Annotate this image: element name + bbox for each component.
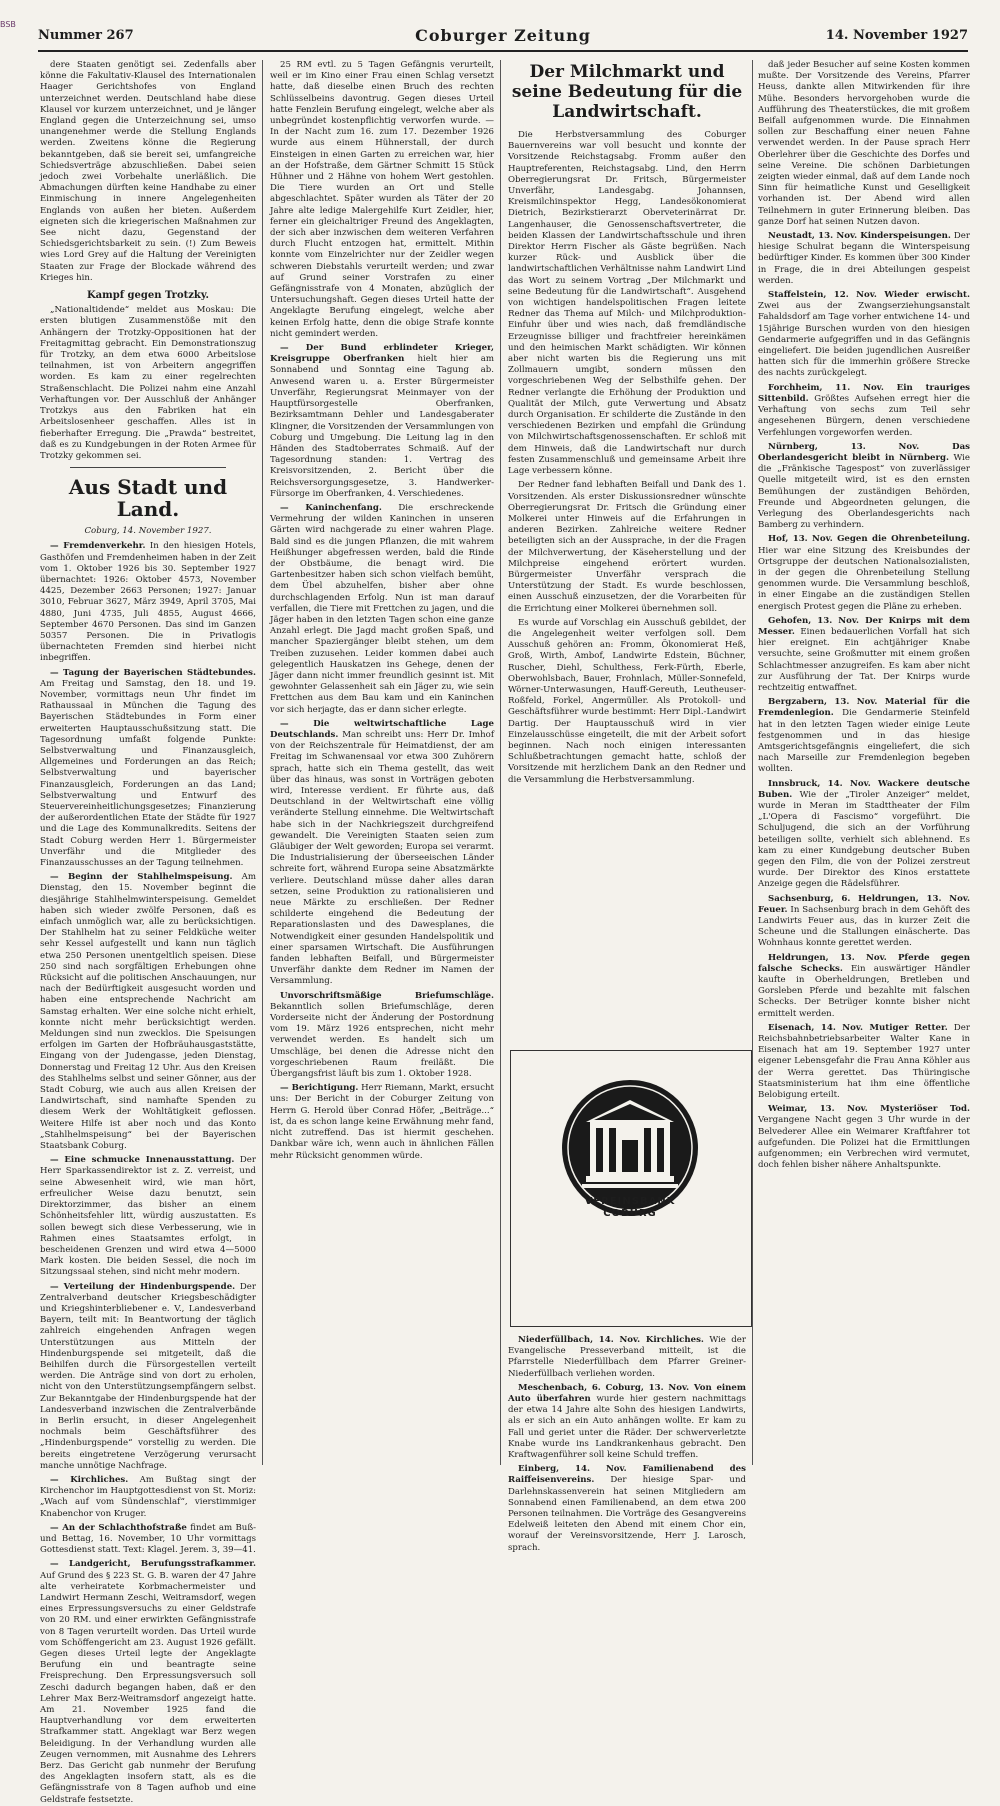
article-text: Der Herr Sparkassendirektor ist z. Z. verreist, und seine Abwesenheit wird, wie man hört, erfreulicher Weise dazu benutzt, sein Direktorzimmer, das bisher an einem Schönheitsfehler litt, würdig auszustatten. Es sollen bewegt sich diese Verbesserung, wie in Rahmen eines Staatsamtes erfolgt, in bescheidenen Grenzen und wird etwa 4—5000 Mark kosten. Die beiden Sessel, die noch im Sitzungssaal stehen, sind nicht mehr modern. [40,1155,256,1278]
headline: Der Milchmarkt und seine Bedeutung für die Landwirtschaft. [511,62,743,122]
paragraph: Der Redner fand lebhaften Beifall und Dank des 1. Vorsitzenden. Als erster Diskussionsredner wünschte Oberregierungsrat Dr. Fritsch die Gründung einer Molkerei unter Hinweis auf die Erfahrungen in anderen Bezirken. Zahlreiche weitere Redner beteiligten sich an der Aussprache, in der die Fragen der Milchverwertung, der Käseherstellung und der Milchpreise eingehend erörtert wurden. Bürgermeister Unverfähr versprach die Unterstützung der Stadt. Es wurde beschlossen, einen Ausschuß einzusetzen, der die Vorarbeiten für die Errichtung einer Molkerei übernehmen soll. [508,480,746,614]
article-title: Eisenach, 14. Nov. Mutiger Retter. [768,1022,948,1033]
article-text: Bekanntlich sollen Briefumschläge, deren Vorderseite nicht der Änderung der Postordnung vom 19. März 1926 entsprechen, nicht mehr verwendet werden. Es handelt sich um Umschläge, bei denen die Adresse nicht den vorgeschriebenen Raum freiläßt. Die Übergangsfrist läuft bis zum 1. Oktober 1928. [270,1001,494,1080]
paragraph: dere Staaten genötigt sei. Zedenfalls aber könne die Fakultativ-Klausel des Internationalen Haager Gerichtshofes von England unterzeichnet werden. Deutschland habe diese Klausel vor kurzem unterzeichnet, und je länger England gegen die Unterzeichnung sei, umso unangenehmer werde die Stellung Englands werden. Zweitens könne die Regierung bekanntgeben, daß sie bereit sei, umfangreiche Schiedsverträge abzuschließen. Dabei seien jedoch zwei Vorbehalte unerläßlich. Die Abmachungen dürften keine Handhabe zu einer Einmischung in innere Angelegenheiten Englands von außen her bieten. Außerdem eigneten sich die kriegerischen Maßnahmen zur See nicht dazu, Gegenstand der Schiedsgerichtsbarkeit zu sein. (!) Zum Beweis wies Lord Grey auf die Haltung der Vereinigten Staaten zur Frage der Blockade während des Krieges hin. [40,60,256,283]
paragraph: 25 RM evtl. zu 5 Tagen Gefängnis verurteilt, weil er im Kino einer Frau einen Schlag versetzt hatte, daß dieselbe einen Bruch des rechten Schlüsselbeins davontrug. Gegen dieses Urteil hatte Fenzlein Berufung eingelegt, welche aber als unbegründet kostenpflichtig verworfen wurde. — In der Nacht zum 16. zum 17. Dezember 1926 wurde aus einem Hühnerstall, der durch Einsteigen in einen Garten zu erreichen war, hier an der Hofstraße, dem Gärtner Schmitt 15 Stück Hühner und 2 Hähne von hohem Wert gestohlen. Die Tiere wurden an Ort und Stelle abgeschlachtet. Später wurden als Täter der 20 Jahre alte ledige Malergehilfe Kurt Zeidler, hier, ferner ein gleichaltriger Freund des Angeklagten, der sich aber inzwischen dem weiteren Verfahren durch Flucht entzogen hat, ermittelt. Mithin konnte vom Einzelrichter nur der Zeidler wegen schweren Diebstahls verurteilt werden; und zwar auf Grund seiner Vorstrafen zu einer Gefängnisstrafe von 4 Monaten, abzüglich der Untersuchungshaft. Gegen dieses Urteil hatte der Angeklagte Berufung eingelegt, welche aber keinen Erfolg hatte, denn die obige Strafe konnte nicht gemindert werden. [270,60,494,339]
margin-mark: BSB [0,20,16,29]
article-title: Hof, 13. Nov. Gegen die Ohrenbeteilung. [768,534,970,545]
article-text: Der hiesige Spar- und Darlehnskassenverein hat seinen Mitgliedern am Sonnabend einen Familienabend, an dem etwa 200 Personen teilnahmen. Die Vorträge des Gesangvereins Edelweiß leiteten den Abend mit einem Chor ein, worauf der Vereinsvorsitzende, Herr J. Larosch, sprach. [508,1475,746,1553]
column-3-upper [508,60,746,1040]
article-text: Vergangene Nacht gegen 3 Uhr wurde in der Belvederer Allee ein Weimarer Kraftfahrer tot aufgefunden. Die Polizei hat die Ermittlungen aufgenommen; ein Verbrechen wird vermutet, doch fehlen bisher nähere Anhaltspunkte. [758,1115,970,1171]
article-text: In Sachsenburg brach in dem Gehöft des Landwirts Feuer aus, das in kurzer Zeit die Scheune und die Stallungen einäscherte. Das Wohnhaus konnte gerettet werden. [758,904,970,949]
article-title: Forchheim, 11. Nov. Ein trauriges Sittenbild. [758,382,970,404]
article-title: — Eine schmucke Innenausstattung. [50,1155,235,1166]
bank-name: VEREINSBANK [584,1196,676,1207]
article-title: Neustadt, 13. Nov. Kinderspeisungen. [768,231,951,242]
article-text: Hier war eine Sitzung des Kreisbundes der Ortsgruppe der deutschen Nationalsozialisten, in der gegen die Ohrenbeteilung Stellung genommen wurde. Die Versammlung beschloß, in einer Eingabe an die zuständigen Stellen energisch Protest gegen die Pläne zu erheben. [758,545,970,612]
article-title: — Die weltwirtschaftliche Lage Deutschlands. [270,718,494,740]
paragraph: Es wurde auf Vorschlag ein Ausschuß gebildet, der die Angelegenheit weiter verfolgen soll. Dem Ausschuß gehören an: Fromm, Ökonomierat Heß, Groß, Wirth, Ambof, Landwirte Edstein, Büchner, Ruscher, Diehl, Schulthess, Ferk-Fürth, Eberle, Oberwohlsbach, Bauer, Frohnlach, Müller-Sonnefeld, Wörner-Unterwasungen, Hauff-Gereuth, Leutheuser-Roßfeld, Forkel, Angermüller. Als Protokoll- und Geschäftsführer wurde bestimmt: Herr Dipl.-Landwirt Dartig. Der Hauptausschuß wird in vier Einzelausschüsse eingeteilt, die mit der Arbeit sofort beginnen. Nach noch einigen interessanten Schlußbetrachtungen gemacht hatte, schloß der Vorsitzende mit herzlichem Dank an den Redner und die Versammlung die Herbstversammlung. [508,617,746,785]
article-title: Meschenbach, 6. Coburg, 13. Nov. Von einem Auto überfahren [508,1382,746,1405]
article-title: — Kirchliches. [50,1474,129,1485]
article-title: Innsbruck, 14. Nov. Wackere deutsche Buben. [758,778,970,800]
article-title: Heldrungen, 13. Nov. Pferde gegen falsche Schecks. [758,952,970,974]
article-title: — Beginn der Stahlhelmspeisung. [50,872,233,883]
dateline: Coburg, 14. November 1927. [84,526,212,537]
article-text: Am Dienstag, den 15. November beginnt die diesjährige Stahlhelmwinterspeisung. Gemeldet haben sich wieder zwölfe Personen, daß es einfach unmöglich war, alle zu berücksichtigen. Der Stahlhelm hat zu seiner Feldküche weiter sehr Kessel aufgestellt und kann nun täglich etwa 250 Personen unentgeltlich speisen. Diese 250 sind nach sorgfältigen Erhebungen ohne Rücksicht auf die politischen Anschauungen, nur nach der Bedürftigkeit ausgesucht worden und haben eine entsprechende Nachricht am Samstag erhalten. Wer eine solche nicht erhielt, konnte nicht mehr berücksichtigt werden. Meldungen sind nun zwecklos. Die Speisungen erfolgen im Garten der Hofbräuhausgaststätte, Eingang von der Judengasse, jeden Dienstag, Donnerstag und Freitag 12 Uhr. Aus den Kreisen des Stahlhelms selbst und seiner Gönner, aus der Stadt Coburg, wie auch aus allen Kreisen der Landwirtschaft, sind namhafte Spenden zu diesem Werk der Wohltätigkeit geflossen. Weitere Hilfe ist aber noch und das Konto „Stahlhelmspeisung“ bei der Bayerischen Staatsbank Coburg. [40,872,257,1152]
separator [70,467,226,468]
bank-city: COBURG [603,1208,657,1219]
article-text: Die Gendarmerie Steinfeld hat in den letzten Tagen wieder einige Leute festgenommen und in das hiesige Amtsgerichtsgefängnis eingeliefert, die sich nach Marseille zur Fremdenlegion begeben wollten. [758,708,971,775]
section-heading: Kampf gegen Trotzky. [86,290,209,302]
article-text: Der Reichsbahnbetriebsarbeiter Walter Kane in Eisenach hat am 19. September 1927 unter eigener Lebensgefahr die Frau Anna Köhler aus der Werra gerettet. Das Thüringische Staatsministerium hat ihm eine öffentliche Belobigung erteilt. [758,1022,971,1101]
article-text: Ein auswärtiger Händler kaufte in Oberheldrungen, Bretleben und Gorsleben Pferde und bezahlte mit falschen Schecks. Der Betrüger konnte bisher nicht ermittelt werden. [758,963,971,1019]
article-text: In den hiesigen Hotels, Gasthöfen und Fremdenheimen haben in der Zeit vom 1. Oktober 1926 bis 30. September 1927 übernachtet: 1926: Oktober 4573, November 4425, Dezember 2663 Personen; 1927: Januar 3010, Februar 3627, März 3949, April 3705, Mai 4880, Juni 4735, Juli 4855, August 4666, September 4670 Personen. Das sind im Ganzen 50357 Personen. Die in Privatlogis übernachteten Fremden sind hierbei nicht inbegriffen. [40,541,256,664]
article-title: — Berichtigung. [280,1083,359,1094]
section-title: Aus Stadt und Land. [68,475,228,522]
article-text: Wie der Evangelische Presseverband mitteilt, ist die Pfarrstelle Niederfüllbach dem Pfarrer Greiner-Niederfüllbach verliehen worden. [508,1335,746,1379]
article-title: Bergzabern, 13. Nov. Material für die Fremdenlegion. [758,697,970,719]
article-text: Die erschreckende Vermehrung der wilden Kaninchen in unseren Gärten wird nachgerade zu einer wahren Plage. Bald sind es die jungen Pflanzen, die mit wahrem Heißhunger abgefressen werden, bald die Rinde der Obstbäume, die benagt wird. Die Gartenbesitzer haben sich schon vielfach bemüht, dem Übel abzuhelfen, bisher aber ohne durchschlagenden Erfolg. Nun ist man darauf verfallen, die Tiere mit Frettchen zu jagen, und die Jäger haben in den letzten Tagen schon eine ganze Anzahl erlegt. Die Jagd macht großen Spaß, und mancher Spaziergänger bleibt stehen, um dem Treiben zuzusehen. Leider kommen dabei auch gelegentlich Hauskatzen ins Gehege, denen der Jäger dann nicht immer freundlich gesinnt ist. Mit gewohnter Gelassenheit sah ein Jäger zu, wie sein Frettchen aus dem Bau kam und ein Kaninchen vor sich herjagte, das er dann sicher erlegte. [270,502,494,715]
column-4 [758,60,970,1465]
article-title: Weimar, 13. Nov. Mysteriöser Tod. [768,1104,970,1115]
article-text: Auf Grund des § 223 St. G. B. waren der 47 Jahre alte verheiratete Korbmachermeister und Landwirt Hermann Zeschi, Weitramsdorf, wegen eines Erpressungsversuchs zu einer Geldstrafe von 20 RM. und einer erwirkten Gefängnisstrafe von 8 Tagen verurteilt worden. Das Urteil wurde vom Schöffengericht am 23. August 1926 gefällt. Gegen dieses Urteil legte der Angeklagte Berufung ein und beantragte seine Freisprechung. Den Erpressungsversuch soll Zeschi dadurch begangen haben, daß er den Lehrer Max Berz-Weitramsdorf angezeigt hatte. Am 21. November 1925 fand die Hauptverhandlung vor dem erweiterten Strafkammer statt. Angeklagt war Berz wegen Beleidigung. In der Verhandlung wurden alle Zeugen vernommen, mit Ausnahme des Lehrers Berz. Das Gericht gab nunmehr der Berufung des Angeklagten insofern statt, als es die Gefängnisstrafe von 8 Tagen aufhob und eine Geldstrafe festsetzte. [40,1570,256,1805]
column-divider [752,60,753,1465]
article-title: Unvorschriftsmäßige Briefumschläge. [280,990,494,1001]
article-text: hielt hier am Sonnabend und Sonntag eine Tagung ab. Anwesend waren u. a. Erster Bürgermeister Unverfähr, Regierungsrat Meinmayer von der Hauptfürsorgestelle Oberfranken, Bezirksamtmann Dehler und Landesgaberater Klingner, die Vorsitzenden der Versammlungen von Coburg und Umgebung. Die Leitung lag in den Händen des Stadtoberrates Schmaiß. Auf der Tagesordnung standen: 1. Vertrag des Kreisvorsitzenden, 2. Bericht über die Reichsversorgungsgesetze, 3. Handwerker-Fürsorge im Oberfranken, 4. Verschiedenes. [270,354,494,499]
article-title: Gehofen, 13. Nov. Der Knirps mit dem Messer. [758,615,970,637]
paragraph: „Nationaltidende“ meldet aus Moskau: Die ersten blutigen Zusammenstöße mit den Anhängern der Trotzky-Oppositionen hat der Freitagmittag gebracht. Ein Demonstrationszug für Trotzky, an dem etwa 6000 Arbeitslose teilnahmen, ist von Arbeitern angegriffen worden. Es kam zu einer regelrechten Straßenschlacht. Die Polizei nahm eine Anzahl Verhaftungen vor. Der Ausschluß der Anhänger Trotzkys aus den Fabriken hat ein Arbeitslosenheer geschaffen. Alles ist in fieberhafter Erregung. Die „Prawda“ bestreitet, daß es zu Kundgebungen in der Roten Armee für Trotzky gekommen sei. [40,305,256,461]
article-title: — Tagung der Bayerischen Städtebundes. [50,667,256,678]
article-text: Herr Riemann, Markt, ersucht uns: Der Bericht in der Coburger Zeitung von Herrn G. Herold über Conrad Höfer, „Beiträge...“ ist, da es schon lange keine Erwähnung mehr fand, nicht zutreffend. Das ist hiermit geschehen. Dankbar wäre ich, wenn auch in ähnlichen Fällen mehr Rücksicht genommen würde. [270,1083,495,1161]
article-text: Größtes Aufsehen erregt hier die Verhaftung von sechs zum Teil sehr angesehenen Bürgern, denen verschiedene Verfehlungen vorgeworfen werden. [758,393,971,438]
article-title: Sachsenburg, 6. Heldrungen, 13. Nov. Feuer. [758,893,970,915]
article-text: Man schreibt uns: Herr Dr. Imhof von der Reichszentrale für Heimatdienst, der am Freitag im Schwanensaal vor etwa 300 Zuhörern sprach, hatte sich ein Thema gestellt, das weit über das hinaus, was sonst in Vorträgen geboten wird, Interesse verdient. Er führte aus, daß Deutschland in der Weltwirtschaft eine völlig veränderte Stellung einnehme. Die Weltwirtschaft habe sich in der Nachkriegszeit durchgreifend gewandelt. Die Vereinigten Staaten seien zum Gläubiger der Welt geworden; Europa sei verarmt. Die Industrialisierung der überseeischen Länder schreite fort, während Europa seine Absatzmärkte verliere. Deutschland müsse daher alles daran setzen, seine Produktion zu rationalisieren und neue Märkte zu erschließen. Der Redner schilderte eingehend die Bedeutung der Reparationslasten und des Dawesplanes, die Notwendigkeit einer gesunden Handelspolitik und einer sparsamen Wirtschaft. Die Ausführungen fanden lebhaften Beifall, und Bürgermeister Unverfähr dankte dem Redner im Namen der Versammlung. [270,729,494,987]
article-text: findet am Buß- und Bettag, 16. November, 10 Uhr vormittags Gottesdienst statt. Text: Klagel. Jerem. 3, 39—41. [40,1522,256,1556]
article-title: Staffelstein, 12. Nov. Wieder erwischt. [768,290,970,301]
column-divider [500,60,501,1465]
article-title: — Fremdenverkehr. [50,541,146,552]
article-title: Niederfüllbach, 14. Nov. Kirchliches. [518,1335,704,1345]
paragraph: Die Herbstversammlung des Coburger Bauernvereins war voll besucht und konnte der Vorsitzende Reichstagsabg. Fromm außer den Hauptreferenten, Reichstagsabg. Lind, den Herrn Oberregierungsrat Dr. Fritsch, Bürgermeister Unverfähr, Landesgabg. Johannsen, Kreismilchinspektor Hegg, Landesökonomierat Dietrich, Bezirkstierarzt Oberveterinärrat Dr. Langenhauser, die Genossenschaftsvertreter, die beiden Klassen der Landwirtschaftsschule und ihren Direktor Herrn Fischer als Gäste begrüßen. Nach kurzer Rück- und Ausblick über die landwirtschaftlichen Verhältnisse nahm Landwirt Lind das Wort zu seinem Vortrag „Der Milchmarkt und seine Bedeutung für die Landwirtschaft“. Ausgehend von wichtigen handelspolitischen Fragen leitete Redner das Thema auf Milch- und Milchproduktion-Einfuhr über und wies nach, daß fremdländische Erzeugnisse billiger und frachtfreier hereinkämen und den heimischen Markt schädigten. Wir können aber nicht warten bis die Regierung uns mit Zollmauern umgibt, sondern müssen den vorgeschriebenen Weg der Selbsthilfe gehen. Der Redner verlangte die Erhöhung der Produktion und Qualität der Milch, gute Verwertung und Absatz durch Organisation. Er schilderte die Zustände in den verschiedenen Bezirken und empfahl die Gründung von Milchwirtschaftsgenossenschaften. Er schloß mit dem Hinweis, daß die Landwirtschaft nur durch festen Zusammenschluß und gemeinsame Arbeit ihre Lage verbessern könne. [508,130,746,477]
article-title: — Kaninchenfang. [280,502,382,513]
article-text: Zwei aus der Zwangserziehungsanstalt Fahaldsdorf am Tage vorher entwichene 14- und 15jährige Burschen wurden von den hiesigen Gendarmerie aufgegriffen und in das Gefängnis eingeliefert. Die beiden jugendlichen Ausreißer hatten sich für die immerhin größere Strecke des nachts zurückgelegt. [758,301,970,379]
issue-number: Nummer 267 [38,28,134,43]
article-title: Nürnberg, 13. Nov. Das Oberlandesgericht bleibt in Nürnberg. [758,441,970,463]
bank-logo-text [560,1196,700,1220]
page-header [38,26,968,48]
article-text: Einen bedauerlichen Vorfall hat sich hier ereignet. Ein achtjähriger Knabe versuchte, seine Großmutter mit einem großen Schlachtmesser anzugreifen. Es kam aber nicht zur Ausführung der Tat. Der Knirps wurde rechtzeitig entwaffnet. [758,626,970,693]
article-title: — Verteilung der Hindenburgspende. [50,1281,236,1292]
article-text: wurde hier gestern nachmittags der etwa 14 Jahre alte Sohn des hiesigen Landwirts, als er sich an ein Auto anhängen wollte. Er kam zu Fall und geriet unter die Räder. Der schwerverletzte Knabe wurde ins Landkrankenhaus gebracht. Den Kraftwagenführer soll keine Schuld treffen. [508,1394,746,1461]
article-text: Wie der „Tiroler Anzeiger“ meldet, wurde in Meran im Stadttheater der Film „L'Opera di Fascismo“ vorgeführt. Die Schuljugend, die sich an der Vorführung beteiligen sollte, verhielt sich ablehnend. Es kam zu einer Kundgebung deutscher Buben gegen den Film, die von der Polizei zerstreut wurde. Der Direktor des Kinos erstattete Anzeige gegen die Rädelsführer. [758,789,971,890]
article-text: Am Freitag und Samstag, den 18. und 19. November, vormittags neun Uhr findet im Rathaussaal in München die Tagung des Bayerischen Städtebundes in Form einer erweiterten Hauptausschußsitzung statt. Die Tagesordnung umfaßt folgende Punkte: Selbstverwaltung und Finanzausgleich, Allgemeines und Forderungen an das Reich; Selbstverwaltung und bayerischer Finanzausgleich, Forderungen an das Land; Selbstverwaltung und Entwurf des Steuervereinheitlichungsgesetzes; Finanzierung der außerordentlichen Etate der Städte für 1927 und die Lage des Kommunalkredits. Seitens der Stadt Coburg werden Herr 1. Bürgermeister Unverfähr und die Mitglieder des Finanzausschusses an der Tagung teilnehmen. [40,678,256,868]
column-1 [40,60,257,1805]
article-title: — Der Bund erblindeter Krieger, Kreisgruppe Oberfranken [270,343,494,365]
article-text: Am Bußtag singt der Kirchenchor im Hauptgottesdienst von St. Moriz: „Wach auf vom Sündenschlaf“, vierstimmiger Knabenchor von Kruger. [40,1474,257,1519]
article-text: Der Zentralverband deutscher Kriegsbeschädigter und Kriegshinterbliebener e. V., Landesverband Bayern, teilt mit: In Beantwortung der täglich zahlreich eingehenden Anfragen wegen Unterstützungen aus Mitteln der Hindenburgspende sei mitgeteilt, daß die Beihilfen durch die Fürsorgestellen verteilt werden. Die Anträge sind von dort zu erholen, nicht von den Unterstützungsempfängern selbst. Zur Bekanntgabe der Hindenburgspende hat der Landesverband inzwischen die Zentralverbände in Berlin ersucht, in dieser Angelegenheit nochmals beim Geschäftsführer des „Hindenburgspende“ vorstellig zu werden. Die bereits eingetretene Verzögerung verursacht manche unnötige Nachfrage. [40,1281,256,1471]
article-title: Einberg, 14. Nov. Familienabend des Raiffeisenvereins. [508,1464,746,1486]
article-title: — Landgericht, Berufungsstrafkammer. [50,1559,256,1570]
header-rule [38,50,968,52]
column-2 [270,60,494,1465]
paragraph: daß jeder Besucher auf seine Kosten kommen mußte. Der Vorsitzende des Vereins, Pfarrer Heuss, dankte allen Mitwirkenden für ihre Mühe. Besonders hervorgehoben wurde die Aufführung des Theaterstückes, die mit großem Beifall aufgenommen wurde. Die Einnahmen sollen zur Beschaffung einer neuen Fahne verwendet werden. In der Pause sprach Herr Oberlehrer über die Geschichte des Dorfes und seine Vereine. Die schönen Darbietungen zeigten wieder einmal, daß auf dem Lande noch Sinn für heimatliche Kunst und Geselligkeit vorhanden ist. Der Abend wird allen Teilnehmern in guter Erinnerung bleiben. Das ganze Dorf hat seinen Nutzen davon. [758,60,970,227]
column-divider [262,60,263,1465]
article-text: Der hiesige Schulrat begann die Winterspeisung bedürftiger Kinder. Es kommen über 300 Kinder in Frage, die in drei Abteilungen gespeist werden. [758,231,970,286]
newspaper-title: Coburger Zeitung [415,26,591,45]
article-text: Wie die „Fränkische Tagespost“ von zuverlässiger Quelle mitgeteilt wird, ist es den ernsten Bemühungen der zuständigen Behörden, Freunde und Abgeordneten gelungen, die Verlegung des Oberlandesgerichts nach Bamberg zu verhindern. [758,452,971,531]
article-title: — An der Schlachthofstraße [50,1522,187,1533]
issue-date: 14. November 1927 [825,28,968,43]
column-3-lower [508,1335,746,1553]
